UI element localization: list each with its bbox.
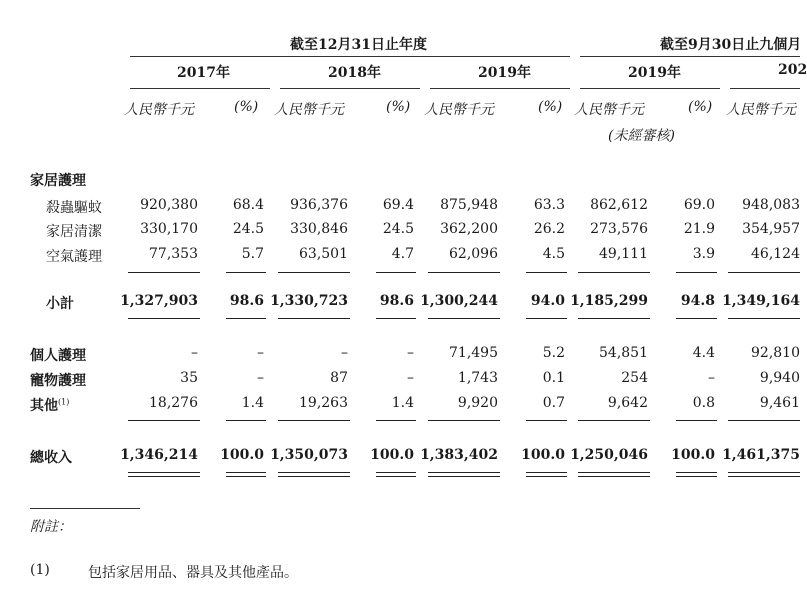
cell-row4-2020-nine-amount: 92,810: [751, 345, 800, 361]
cell-row6-2019-pct: 0.7: [542, 395, 565, 411]
cell-row2-2019-amount: 62,096: [449, 246, 498, 262]
cell-row7-2018-amount: 1,350,073: [270, 447, 348, 463]
cell-row7-2017-amount: 1,346,214: [120, 447, 198, 463]
rule-above-subtotal-8: [728, 272, 800, 273]
cell-row2-2020-nine-amount: 46,124: [751, 246, 800, 262]
cell-row5-2019-amount: 1,743: [457, 370, 498, 386]
cell-row3-2019-pct: 94.0: [530, 293, 565, 309]
cell-row2-2019-nine-pct: 3.9: [692, 246, 715, 262]
cell-row0-2019-amount: 875,948: [440, 197, 498, 213]
cell-row3-2018-amount: 1,330,723: [270, 293, 348, 309]
cell-row4-2019-nine-pct: 4.4: [692, 345, 715, 361]
rule-below-subtotal-0: [128, 318, 200, 319]
rule-above-subtotal-5: [526, 272, 567, 273]
rule-below-total-1-8: [728, 472, 800, 473]
group-header-year-end: 截至12月31日止年度: [290, 37, 427, 53]
rule-above-subtotal-7: [676, 272, 717, 273]
year-rule-2020-nine: [730, 88, 800, 89]
year-rule-2019-nine: [580, 88, 720, 89]
cell-row0-2018-amount: 936,376: [290, 197, 348, 213]
rule-above-total-2: [278, 420, 350, 421]
rule-below-total-2-4: [428, 476, 500, 477]
group-header-nine-months: 截至9月30日止九個月: [660, 37, 802, 53]
cell-row6-2018-amount: 19,263: [299, 395, 348, 411]
cell-row4-2018-pct: –: [407, 345, 414, 361]
footnote-ref-1: (1): [58, 397, 70, 407]
cell-row6-2019-nine-pct: 0.8: [692, 395, 715, 411]
year-rule-2018: [280, 88, 420, 89]
cell-row1-2019-nine-pct: 21.9: [683, 221, 715, 237]
cell-row2-2019-pct: 4.5: [542, 246, 565, 262]
year-rule-2019: [430, 88, 570, 89]
cell-row5-2019-nine-pct: –: [708, 370, 715, 386]
cell-row0-2019-nine-pct: 69.0: [683, 197, 715, 213]
row-label-personal-care: 個人護理: [30, 348, 86, 364]
row-label-pet-care: 寵物護理: [30, 373, 86, 389]
rule-below-total-1-7: [676, 472, 717, 473]
rule-below-total-2-1: [226, 476, 266, 477]
rule-above-subtotal-4: [428, 272, 500, 273]
year-rule-2017: [130, 88, 270, 89]
rule-below-subtotal-1: [226, 318, 266, 319]
year-header-2020-nine: 202: [778, 62, 807, 78]
footnote-marker: (1): [30, 562, 50, 578]
row-label-air-care: 空氣護理: [46, 249, 102, 265]
year-header-2017: 2017年: [177, 65, 230, 81]
year-header-2018: 2018年: [328, 65, 381, 81]
cell-row7-2017-pct: 100.0: [220, 447, 264, 463]
row-label-subtotal: 小計: [46, 296, 74, 312]
unit-pct-2019: (%): [538, 99, 563, 115]
year-header-2019: 2019年: [478, 65, 531, 81]
cell-row5-2018-pct: –: [407, 370, 414, 386]
cell-row5-2019-pct: 0.1: [542, 370, 565, 386]
cell-row3-2020-nine-amount: 1,349,164: [722, 293, 800, 309]
cell-row6-2017-pct: 1.4: [241, 395, 264, 411]
rule-below-total-1-1: [226, 472, 266, 473]
cell-row0-2019-pct: 63.3: [533, 197, 565, 213]
cell-row2-2019-nine-amount: 49,111: [599, 246, 648, 262]
rule-above-total-1: [226, 420, 266, 421]
rule-below-total-2-6: [578, 476, 650, 477]
unit-amount-2019-nine: 人民幣千元: [574, 102, 644, 118]
section-home-care: 家居護理: [30, 173, 86, 189]
cell-row2-2018-pct: 4.7: [391, 246, 414, 262]
cell-row7-2018-pct: 100.0: [370, 447, 414, 463]
cell-row7-2020-nine-amount: 1,461,375: [722, 447, 800, 463]
rule-below-total-2-2: [278, 476, 350, 477]
cell-row3-2017-amount: 1,327,903: [120, 293, 198, 309]
cell-row4-2019-pct: 5.2: [542, 345, 565, 361]
unit-pct-2018: (%): [386, 99, 411, 115]
unit-amount-2018: 人民幣千元: [274, 102, 344, 118]
cell-row1-2020-nine-amount: 354,957: [742, 221, 800, 237]
cell-row7-2019-nine-amount: 1,250,046: [570, 447, 648, 463]
cell-row3-2019-amount: 1,300,244: [420, 293, 498, 309]
cell-row6-2018-pct: 1.4: [391, 395, 414, 411]
cell-row7-2019-nine-pct: 100.0: [671, 447, 715, 463]
rule-below-subtotal-5: [526, 318, 567, 319]
cell-row1-2019-pct: 26.2: [533, 221, 565, 237]
cell-row3-2019-nine-amount: 1,185,299: [570, 293, 648, 309]
rule-below-subtotal-8: [728, 318, 800, 319]
rule-above-subtotal-3: [376, 272, 416, 273]
cell-row2-2017-pct: 5.7: [241, 246, 264, 262]
rule-below-total-1-0: [128, 472, 200, 473]
cell-row4-2019-nine-amount: 54,851: [599, 345, 648, 361]
cell-row1-2018-pct: 24.5: [382, 221, 414, 237]
cell-row0-2017-amount: 920,380: [140, 197, 198, 213]
unit-amount-2019: 人民幣千元: [424, 102, 494, 118]
rule-above-subtotal-0: [128, 272, 200, 273]
rule-below-total-1-6: [578, 472, 650, 473]
cell-row7-2019-pct: 100.0: [521, 447, 565, 463]
cell-row6-2020-nine-amount: 9,461: [759, 395, 800, 411]
cell-row1-2018-amount: 330,846: [290, 221, 348, 237]
cell-row6-2019-nine-amount: 9,642: [607, 395, 648, 411]
rule-above-total-7: [676, 420, 717, 421]
cell-row3-2017-pct: 98.6: [229, 293, 264, 309]
unit-pct-2017: (%): [234, 99, 259, 115]
cell-row5-2017-amount: 35: [180, 370, 198, 386]
rule-below-total-2-0: [128, 476, 200, 477]
rule-above-subtotal-2: [278, 272, 350, 273]
cell-row3-2019-nine-pct: 94.8: [680, 293, 715, 309]
cell-row5-2017-pct: –: [257, 370, 264, 386]
cell-row0-2017-pct: 68.4: [232, 197, 264, 213]
row-label-insecticide: 殺蟲驅蚊: [46, 200, 102, 216]
group-rule-year-end: [130, 56, 570, 57]
row-label-total: 總收入: [30, 450, 72, 466]
rule-below-total-1-5: [526, 472, 567, 473]
rule-below-subtotal-4: [428, 318, 500, 319]
cell-row4-2019-amount: 71,495: [449, 345, 498, 361]
cell-row5-2018-amount: 87: [330, 370, 348, 386]
rule-below-total-2-5: [526, 476, 567, 477]
cell-row7-2019-amount: 1,383,402: [420, 447, 498, 463]
notes-rule: [30, 508, 140, 509]
rule-above-total-5: [526, 420, 567, 421]
unit-amount-2017: 人民幣千元: [124, 102, 194, 118]
unit-pct-2019-nine: (%): [688, 99, 713, 115]
rule-below-total-2-3: [376, 476, 416, 477]
rule-below-subtotal-2: [278, 318, 350, 319]
cell-row5-2020-nine-amount: 9,940: [759, 370, 800, 386]
rule-above-total-6: [578, 420, 650, 421]
rule-below-total-1-4: [428, 472, 500, 473]
rule-above-total-0: [128, 420, 200, 421]
rule-below-total-2-7: [676, 476, 717, 477]
rule-above-subtotal-6: [578, 272, 650, 273]
cell-row1-2019-nine-amount: 273,576: [590, 221, 648, 237]
cell-row5-2019-nine-amount: 254: [621, 370, 648, 386]
unaudited-note: (未經審核): [608, 128, 675, 144]
cell-row1-2017-amount: 330,170: [140, 221, 198, 237]
rule-below-subtotal-6: [578, 318, 650, 319]
cell-row6-2017-amount: 18,276: [149, 395, 198, 411]
cell-row4-2017-pct: –: [257, 345, 264, 361]
cell-row4-2018-amount: –: [341, 345, 348, 361]
cell-row1-2019-amount: 362,200: [440, 221, 498, 237]
rule-below-subtotal-3: [376, 318, 416, 319]
row-label-others: 其他$^{(1)}$: [30, 397, 70, 414]
rule-below-total-1-2: [278, 472, 350, 473]
cell-row6-2019-amount: 9,920: [457, 395, 498, 411]
cell-row4-2017-amount: –: [191, 345, 198, 361]
cell-row0-2020-nine-amount: 948,083: [742, 197, 800, 213]
cell-row2-2017-amount: 77,353: [149, 246, 198, 262]
cell-row0-2019-nine-amount: 862,612: [590, 197, 648, 213]
cell-row1-2017-pct: 24.5: [232, 221, 264, 237]
unit-amount-2020-nine: 人民幣千元: [726, 102, 796, 118]
rule-above-subtotal-1: [226, 272, 266, 273]
cell-row2-2018-amount: 63,501: [299, 246, 348, 262]
row-label-home-cleaning: 家居清潔: [46, 224, 102, 240]
rule-above-total-8: [728, 420, 800, 421]
rule-above-total-3: [376, 420, 416, 421]
rule-below-subtotal-7: [676, 318, 717, 319]
group-rule-nine-months: [580, 56, 800, 57]
rule-below-total-1-3: [376, 472, 416, 473]
year-header-2019-nine: 2019年: [628, 65, 681, 81]
footnote-text: 包括家居用品、器具及其他產品。: [88, 565, 298, 581]
cell-row3-2018-pct: 98.6: [379, 293, 414, 309]
rule-above-total-4: [428, 420, 500, 421]
notes-title: 附註：: [30, 519, 72, 535]
rule-below-total-2-8: [728, 476, 800, 477]
cell-row0-2018-pct: 69.4: [382, 197, 414, 213]
